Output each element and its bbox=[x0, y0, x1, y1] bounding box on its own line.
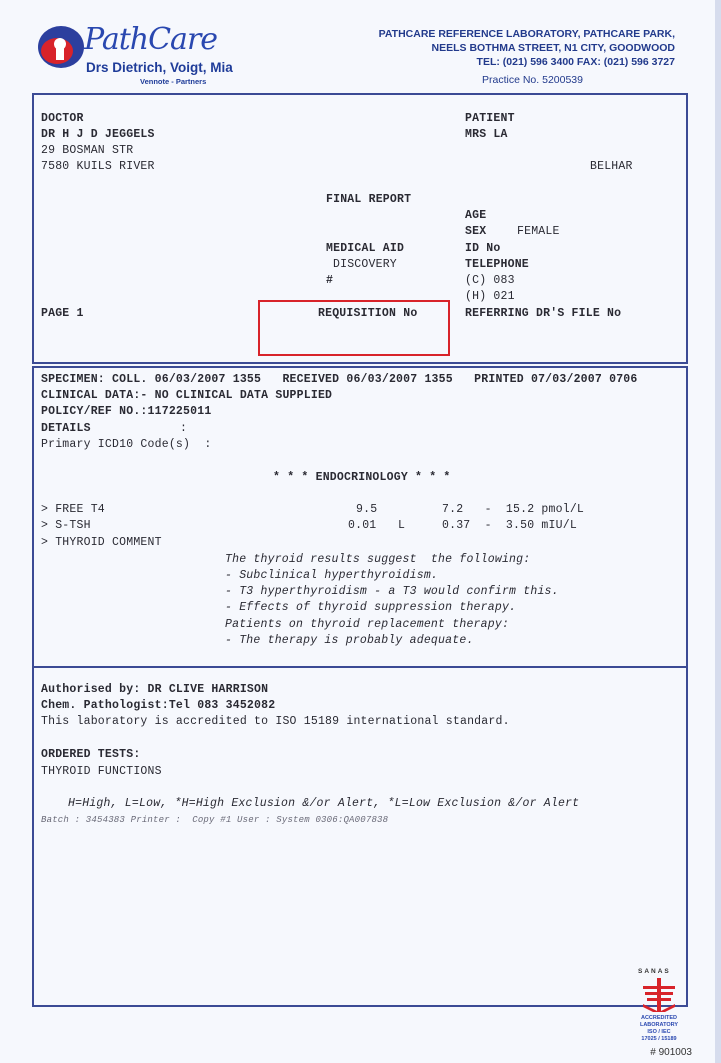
pathcare-logo bbox=[36, 22, 246, 92]
sanas-emblem-icon bbox=[639, 978, 679, 1012]
medical-aid-value: DISCOVERY bbox=[333, 258, 397, 271]
result-name: > THYROID COMMENT bbox=[41, 536, 162, 549]
sanas-accredited: ACCREDITED bbox=[640, 1015, 678, 1021]
endocrinology-heading: * * * ENDOCRINOLOGY * * * bbox=[273, 471, 451, 484]
requisition-label: REQUISITION No bbox=[318, 307, 418, 320]
requisition-highlight-box bbox=[258, 300, 450, 356]
practice-number: Practice No. 5200539 bbox=[482, 74, 583, 86]
lab-address-2: NEELS BOTHMA STREET, N1 CITY, GOODWOOD bbox=[431, 42, 675, 54]
medical-aid-hash: # bbox=[326, 274, 334, 287]
result-name: > S-TSH bbox=[41, 519, 91, 532]
details-label: DETAILS bbox=[41, 422, 91, 435]
section-divider bbox=[32, 666, 686, 668]
doctor-label: DOCTOR bbox=[41, 112, 84, 125]
logo-emblem-icon bbox=[36, 24, 86, 70]
logo-sub: Vennote - Partners bbox=[140, 77, 207, 86]
authorised-by: Authorised by: DR CLIVE HARRISON bbox=[41, 683, 269, 696]
page-edge bbox=[715, 0, 721, 1063]
id-label: ID No bbox=[465, 242, 501, 255]
sanas-laboratory: LABORATORY bbox=[639, 1022, 679, 1028]
form-number: # 901003 bbox=[650, 1047, 692, 1058]
telephone-label: TELEPHONE bbox=[465, 258, 529, 271]
comment-line: The thyroid results suggest the following: bbox=[225, 553, 531, 566]
batch-line: Batch : 3454383 Printer : Copy #1 User : System 0306:QA007838 bbox=[41, 815, 389, 825]
patient-area: BELHAR bbox=[590, 160, 633, 173]
result-value: 9.5 bbox=[356, 503, 378, 516]
ordered-tests-label: ORDERED TESTS: bbox=[41, 748, 141, 761]
icd10-code: Primary ICD10 Code(s) : bbox=[41, 438, 212, 451]
medical-aid-label: MEDICAL AID bbox=[326, 242, 405, 255]
flag-legend: H=High, L=Low, *H=High Exclusion &/or Alert, *L=Low Exclusion &/or Alert bbox=[68, 797, 580, 810]
doctor-name: DR H J D JEGGELS bbox=[41, 128, 155, 141]
sanas-badge bbox=[628, 968, 690, 1048]
result-name: > FREE T4 bbox=[41, 503, 105, 516]
doctor-address-1: 29 BOSMAN STR bbox=[41, 144, 134, 157]
patient-name: MRS LA bbox=[465, 128, 508, 141]
logo-partners: Drs Dietrich, Voigt, Mia bbox=[86, 60, 233, 75]
final-report-label: FINAL REPORT bbox=[326, 193, 412, 206]
referring-file-label: REFERRING DR'S FILE No bbox=[465, 307, 622, 320]
result-range: 7.2 - 15.2 pmol/L bbox=[442, 503, 585, 516]
sex-label: SEX bbox=[465, 225, 487, 238]
specimen-line: SPECIMEN: COLL. 06/03/2007 1355 RECEIVED 06/03/2007 1355 PRINTED 07/03/2007 0706 bbox=[41, 373, 638, 386]
accreditation-note: This laboratory is accredited to ISO 15189 international standard. bbox=[41, 715, 510, 728]
policy-ref: POLICY/REF NO.:117225011 bbox=[41, 405, 212, 418]
details-colon: : bbox=[180, 422, 188, 435]
comment-line: - T3 hyperthyroidism - a T3 would confirm this. bbox=[225, 585, 559, 598]
comment-line: Patients on thyroid replacement therapy: bbox=[225, 618, 510, 631]
age-label: AGE bbox=[465, 209, 487, 222]
lab-address-1: PATHCARE REFERENCE LABORATORY, PATHCARE PARK, bbox=[378, 28, 675, 40]
doctor-address-2: 7580 KUILS RIVER bbox=[41, 160, 155, 173]
sex-value: FEMALE bbox=[517, 225, 560, 238]
lab-telephone: TEL: (021) 596 3400 FAX: (021) 596 3727 bbox=[476, 56, 675, 68]
result-range: 0.37 - 3.50 mIU/L bbox=[442, 519, 577, 532]
sanas-label: SANAS bbox=[638, 968, 671, 975]
clinical-data: CLINICAL DATA:- NO CLINICAL DATA SUPPLIED bbox=[41, 389, 333, 402]
result-value: 0.01 bbox=[348, 519, 377, 532]
page-number: PAGE 1 bbox=[41, 307, 84, 320]
sanas-standard: 17025 / 15189 bbox=[641, 1036, 677, 1042]
patient-label: PATIENT bbox=[465, 112, 515, 125]
sanas-iso: ISO / IEC bbox=[647, 1029, 671, 1035]
telephone-home: (H) 021 bbox=[465, 290, 515, 303]
result-flag: L bbox=[398, 519, 406, 532]
comment-line: - Subclinical hyperthyroidism. bbox=[225, 569, 439, 582]
comment-line: - The therapy is probably adequate. bbox=[225, 634, 474, 647]
ordered-tests-value: THYROID FUNCTIONS bbox=[41, 765, 162, 778]
telephone-cell: (C) 083 bbox=[465, 274, 515, 287]
chem-pathologist: Chem. Pathologist:Tel 083 3452082 bbox=[41, 699, 276, 712]
comment-line: - Effects of thyroid suppression therapy. bbox=[225, 601, 517, 614]
logo-brand: PathCare bbox=[84, 22, 218, 57]
